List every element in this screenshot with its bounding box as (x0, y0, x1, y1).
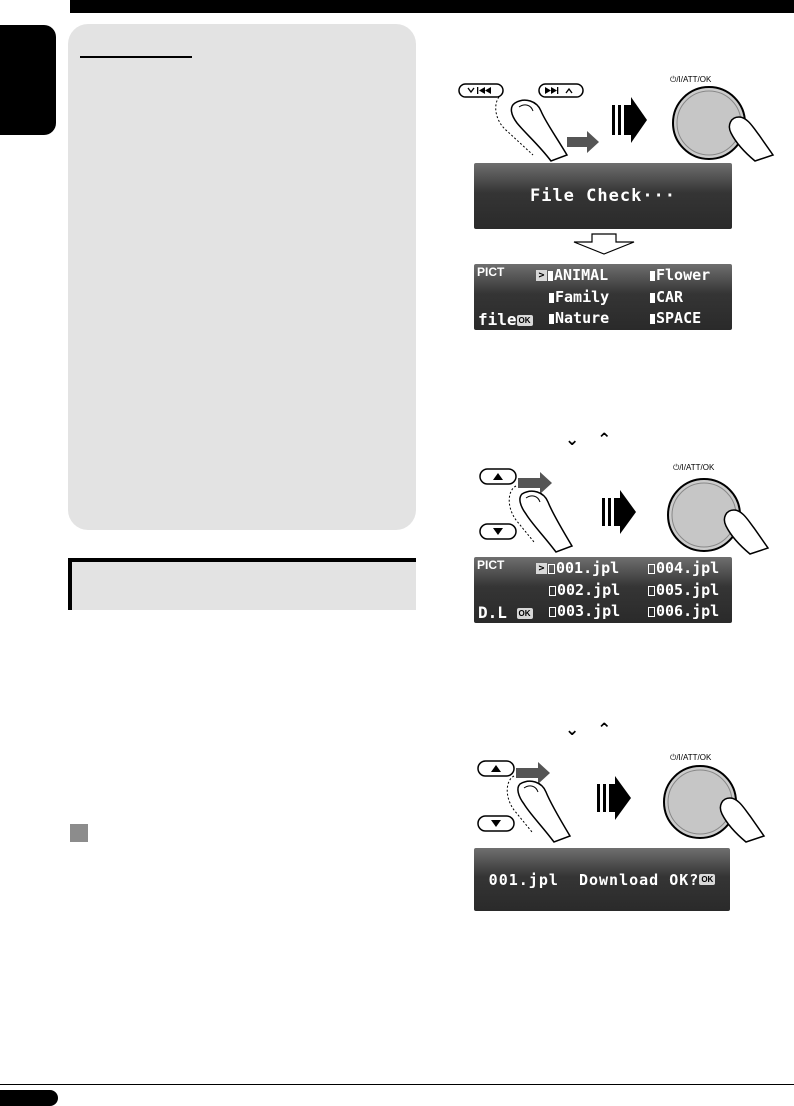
file-item: 002.jpl (549, 581, 620, 599)
finger-on-dial-icon (720, 798, 764, 842)
lcd-tag: PICT (477, 558, 505, 572)
lcd-mode-text: D.L (478, 603, 507, 622)
select-arrows-label: ⌄ ⌃ (565, 720, 618, 740)
step2-illustration (470, 460, 790, 560)
folder-item: Flower (650, 266, 710, 284)
folder-item: Nature (549, 309, 609, 327)
next-step-arrow-icon (602, 490, 636, 534)
lcd-mode (478, 603, 533, 622)
file-icon (648, 564, 655, 574)
lcd-tag: PICT (477, 265, 505, 279)
folder-item: SPACE (650, 309, 701, 327)
lcd-file-check-text: File Check··· (529, 186, 677, 206)
file-icon (648, 607, 655, 617)
file-icon (648, 586, 655, 596)
lcd-file-list (474, 557, 732, 623)
ok-icon: OK (518, 609, 531, 618)
folder-item: > ANIMAL (536, 266, 608, 284)
dial-label: ⏻/I/ATT/OK (670, 753, 712, 762)
lcd-folder-list (474, 264, 732, 330)
file-item: 006.jpl (648, 602, 719, 620)
footer-rule (0, 1084, 794, 1085)
folder-item: Family (549, 288, 609, 306)
prev-button-icon (459, 84, 503, 97)
select-arrows-label: ⌄ ⌃ (565, 430, 618, 450)
selection-cursor-icon: > (536, 563, 547, 574)
header-bar (70, 0, 794, 13)
file-item: 005.jpl (648, 581, 719, 599)
file-item: > 001.jpl (536, 559, 619, 577)
down-button-icon (480, 524, 516, 539)
file-item: 004.jpl (648, 559, 719, 577)
info-panel (68, 24, 416, 530)
page-number-tab (0, 1090, 58, 1106)
file-item: 003.jpl (549, 602, 620, 620)
finger-icon (509, 486, 572, 552)
folder-item: CAR (650, 288, 683, 306)
section-heading-box (68, 558, 416, 610)
finger-icon (496, 97, 567, 161)
folder-icon (549, 314, 554, 324)
step3-illustration (470, 752, 790, 852)
language-tab (0, 25, 56, 135)
up-button-icon (478, 761, 514, 776)
finger-icon (507, 776, 570, 842)
subsection-marker (70, 824, 88, 842)
finger-on-dial-icon (729, 117, 773, 161)
lcd-mode-text: file (478, 310, 517, 329)
dial-label: ⏻/I/ATT/OK (670, 75, 712, 84)
lcd-file-check (474, 163, 732, 229)
finger-on-dial-icon (724, 510, 768, 554)
ok-icon: OK (518, 316, 531, 325)
down-arrow-icon (572, 233, 636, 255)
next-button-icon (539, 84, 583, 97)
file-icon (548, 564, 555, 574)
panel-heading-rule (80, 56, 192, 58)
lcd-download-text: 001.jpl Download OK? (488, 870, 700, 889)
up-button-icon (480, 469, 516, 484)
folder-icon (549, 293, 554, 303)
lcd-download-confirm (474, 848, 730, 911)
folder-icon (650, 293, 655, 303)
dial-label: ⏻/I/ATT/OK (673, 463, 715, 472)
next-step-arrow-icon (597, 776, 631, 820)
down-button-icon (478, 816, 514, 831)
folder-icon (548, 271, 553, 281)
ok-icon: OK (701, 875, 714, 884)
file-icon (549, 607, 556, 617)
file-icon (549, 586, 556, 596)
folder-icon (650, 314, 655, 324)
lcd-mode (478, 310, 533, 329)
next-step-arrow-icon (612, 97, 647, 143)
motion-arrow-icon (567, 131, 599, 153)
step1-illustration (455, 75, 785, 165)
selection-cursor-icon: > (536, 270, 547, 281)
folder-icon (650, 271, 655, 281)
